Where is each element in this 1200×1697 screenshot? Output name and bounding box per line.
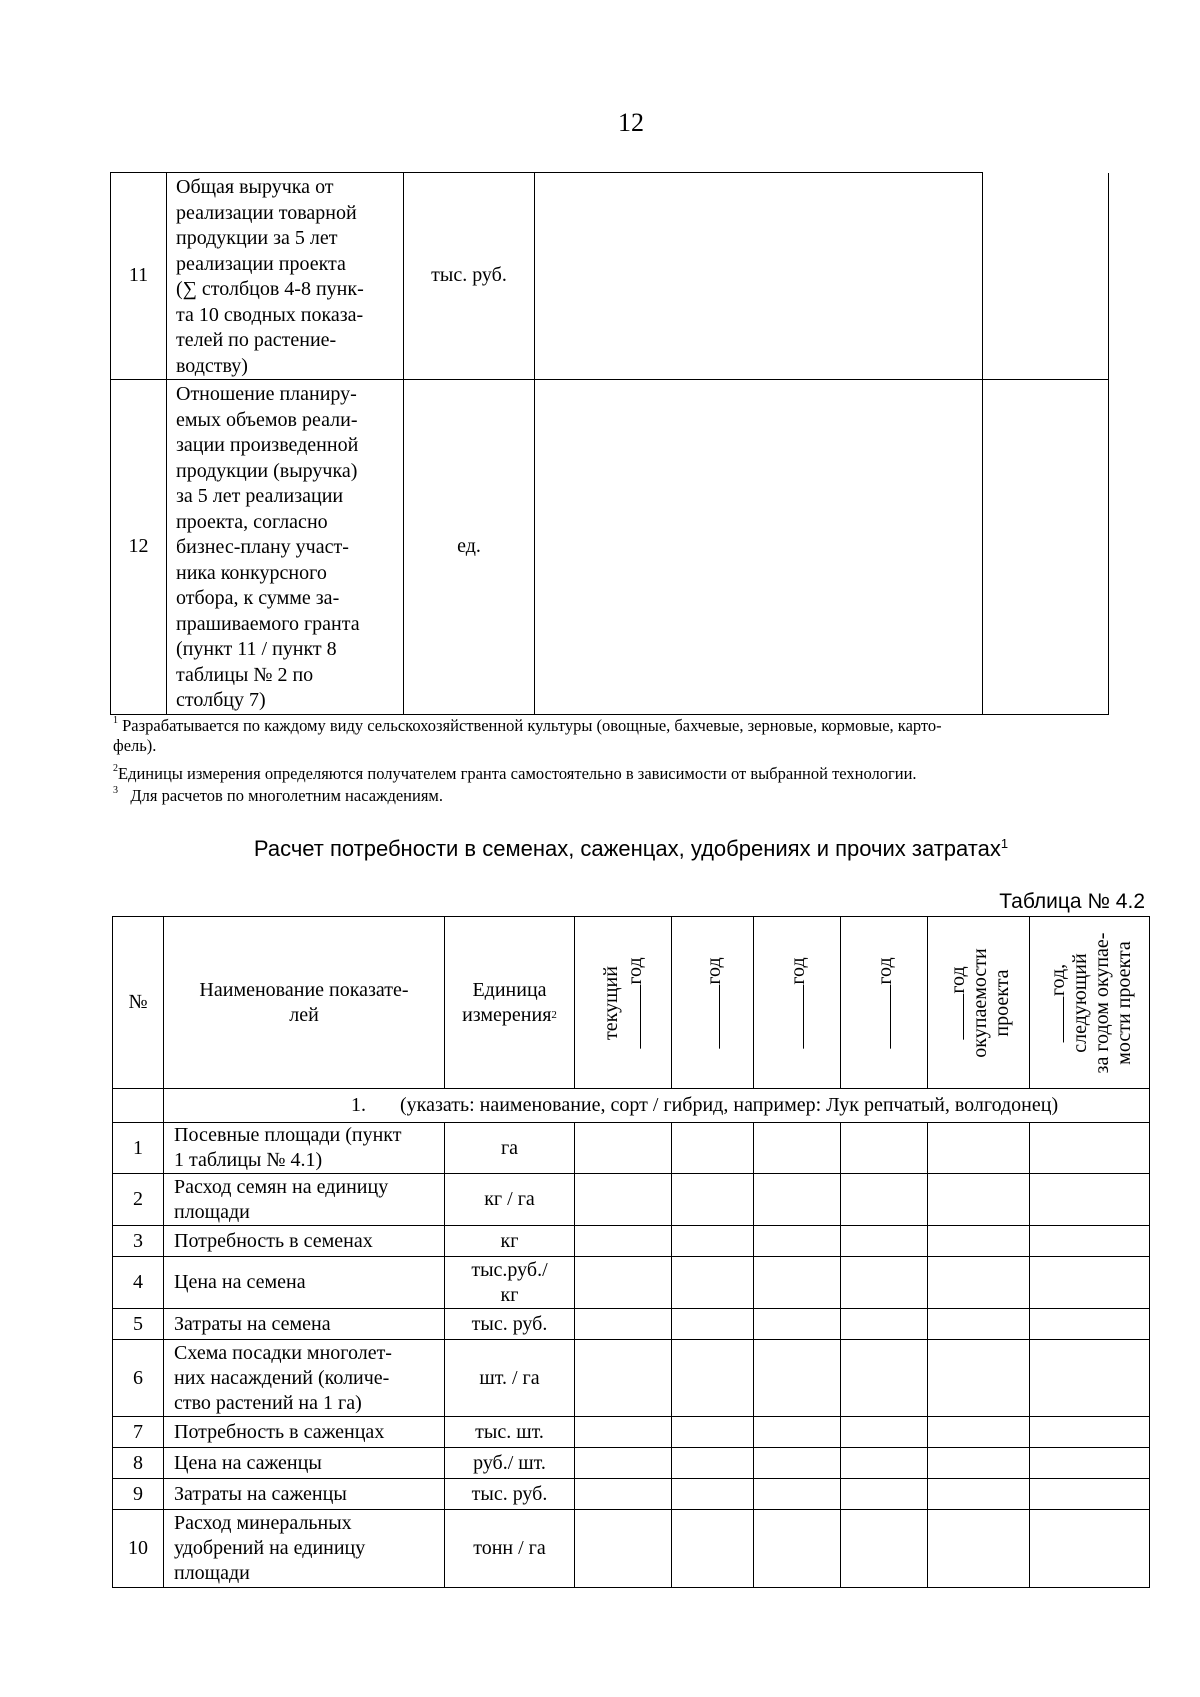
value-cell[interactable] xyxy=(928,1309,1030,1340)
value-cell[interactable] xyxy=(575,1479,672,1510)
table-row xyxy=(113,1417,1150,1448)
value-cell[interactable] xyxy=(672,1226,754,1257)
value-cell[interactable] xyxy=(672,1309,754,1340)
row-name: Затраты на семена xyxy=(164,1309,445,1340)
footnote-3: $^3$ Для расчетов по многолетним насаждениям. xyxy=(113,785,443,805)
header-year-4: год xyxy=(841,917,928,1089)
header-year-3: год xyxy=(754,917,841,1089)
row-description: Общая выручка от реализации товарной продукции за 5 лет реализации проекта (∑ столбцов 4-8 пунк- та 10 сводных показа- телей по растение- водству) xyxy=(167,173,404,380)
value-cell[interactable] xyxy=(575,1448,672,1479)
value-cell[interactable] xyxy=(1030,1174,1150,1226)
row-name: Расход семян на единицу площади xyxy=(164,1174,445,1226)
value-cell[interactable] xyxy=(754,1510,841,1588)
value-cell[interactable] xyxy=(575,1226,672,1257)
value-cell[interactable] xyxy=(841,1123,928,1174)
value-cell[interactable] xyxy=(841,1340,928,1417)
value-cell[interactable] xyxy=(841,1448,928,1479)
header-num: № xyxy=(113,917,164,1089)
header-name: Наименование показате- лей xyxy=(164,917,445,1089)
value-cell[interactable] xyxy=(754,1257,841,1309)
value-cell[interactable] xyxy=(754,1479,841,1510)
value-cell[interactable] xyxy=(1030,1340,1150,1417)
value-cell[interactable] xyxy=(841,1417,928,1448)
page-number: 12 xyxy=(618,108,644,137)
value-cell[interactable] xyxy=(841,1309,928,1340)
value-cell[interactable] xyxy=(928,1123,1030,1174)
row-unit: тыс. руб. xyxy=(445,1309,575,1340)
empty-cell xyxy=(983,173,1109,380)
row-name: Потребность в саженцах xyxy=(164,1417,445,1448)
row-unit: кг xyxy=(445,1226,575,1257)
value-cell[interactable] xyxy=(672,1510,754,1588)
value-cell[interactable] xyxy=(1030,1123,1150,1174)
value-cell[interactable] xyxy=(754,1340,841,1417)
row-number: 10 xyxy=(113,1510,164,1588)
value-cell[interactable] xyxy=(575,1257,672,1309)
value-cell[interactable] xyxy=(575,1174,672,1226)
value-cell[interactable] xyxy=(672,1340,754,1417)
row-number: 5 xyxy=(113,1309,164,1340)
empty-cell xyxy=(983,380,1109,715)
table-row xyxy=(111,380,1109,715)
row-number: 7 xyxy=(113,1417,164,1448)
value-cell[interactable] xyxy=(841,1479,928,1510)
empty-cell xyxy=(113,1089,164,1123)
table-row xyxy=(113,1226,1150,1257)
value-cell[interactable] xyxy=(928,1510,1030,1588)
header-next-year: год, следующий за годом окупае- мости проекта xyxy=(1030,917,1150,1089)
row-name: Цена на саженцы xyxy=(164,1448,445,1479)
value-cell[interactable] xyxy=(575,1417,672,1448)
section-row xyxy=(113,1089,1150,1123)
value-cell[interactable] xyxy=(928,1417,1030,1448)
value-cell[interactable] xyxy=(928,1479,1030,1510)
value-cell[interactable] xyxy=(754,1174,841,1226)
table-row xyxy=(113,1448,1150,1479)
row-number: 1 xyxy=(113,1123,164,1174)
value-cell[interactable] xyxy=(672,1257,754,1309)
header-current-year: текущий год xyxy=(575,917,672,1089)
value-cell[interactable] xyxy=(1030,1448,1150,1479)
header-year-2: год xyxy=(672,917,754,1089)
footnote-2: $^2$Единицы измерения определяются получателем гранта самостоятельно в зависимости от выбранной технологии. xyxy=(113,763,917,783)
row-number: 6 xyxy=(113,1340,164,1417)
row-unit: га xyxy=(445,1123,575,1174)
row-number: 4 xyxy=(113,1257,164,1309)
table-row xyxy=(113,1510,1150,1588)
value-cell[interactable] xyxy=(1030,1257,1150,1309)
row-unit: тыс. руб. xyxy=(445,1479,575,1510)
row-name: Расход минеральных удобрений на единицу площади xyxy=(164,1510,445,1588)
row-unit: кг / га xyxy=(445,1174,575,1226)
value-cell[interactable] xyxy=(754,1417,841,1448)
seeds-fertilizer-table xyxy=(112,916,1150,1588)
value-cell[interactable] xyxy=(928,1257,1030,1309)
table-row xyxy=(113,1479,1150,1510)
row-unit: тыс. шт. xyxy=(445,1417,575,1448)
table-title: Расчет потребности в семенах, саженцах, удобрениях и прочих затратах$^1$ xyxy=(253,836,1009,861)
row-unit: шт. / га xyxy=(445,1340,575,1417)
summary-table-continuation xyxy=(110,172,1109,715)
footnote-1: $^1$ Разрабатывается по каждому виду сельскохозяйственной культуры (овощные, бахчевые, зерновые, кормовые, карто- фель). xyxy=(113,715,942,755)
table-number: Таблица № 4.2 xyxy=(999,890,1145,913)
row-unit: тонн / га xyxy=(445,1510,575,1588)
section-label: 1. (указать: наименование, сорт / гибрид, например: Лук репчатый, волгодонец) xyxy=(164,1089,1150,1123)
row-name: Потребность в семенах xyxy=(164,1226,445,1257)
table-row xyxy=(113,1174,1150,1226)
row-number: 11 xyxy=(111,173,167,380)
row-name: Посевные площади (пункт 1 таблицы № 4.1) xyxy=(164,1123,445,1174)
row-number: 9 xyxy=(113,1479,164,1510)
table-row xyxy=(111,173,1109,380)
value-cell[interactable] xyxy=(841,1174,928,1226)
value-cell[interactable] xyxy=(928,1340,1030,1417)
value-cell[interactable] xyxy=(575,1309,672,1340)
value-cell[interactable] xyxy=(754,1448,841,1479)
value-cell[interactable] xyxy=(575,1123,672,1174)
value-cell[interactable] xyxy=(928,1226,1030,1257)
value-cell[interactable] xyxy=(1030,1510,1150,1588)
value-cell[interactable] xyxy=(672,1448,754,1479)
value-cell[interactable] xyxy=(672,1123,754,1174)
value-cell[interactable] xyxy=(1030,1309,1150,1340)
value-cell[interactable] xyxy=(1030,1226,1150,1257)
value-cell[interactable] xyxy=(1030,1479,1150,1510)
row-number: 8 xyxy=(113,1448,164,1479)
value-cell[interactable] xyxy=(575,1340,672,1417)
value-cell[interactable] xyxy=(754,1123,841,1174)
value-cell[interactable] xyxy=(841,1226,928,1257)
value-cell[interactable] xyxy=(672,1174,754,1226)
value-cell[interactable] xyxy=(575,1510,672,1588)
empty-cell xyxy=(535,380,983,715)
row-unit: тыс.руб./ кг xyxy=(445,1257,575,1309)
value-cell[interactable] xyxy=(672,1479,754,1510)
value-cell[interactable] xyxy=(754,1309,841,1340)
row-unit: ед. xyxy=(404,380,535,715)
value-cell[interactable] xyxy=(841,1257,928,1309)
row-name: Цена на семена xyxy=(164,1257,445,1309)
header-unit: Единица измерения$^2$ xyxy=(445,917,575,1089)
row-unit: тыс. руб. xyxy=(404,173,535,380)
table-row xyxy=(113,1340,1150,1417)
table-row xyxy=(113,1123,1150,1174)
row-number: 2 xyxy=(113,1174,164,1226)
row-number: 12 xyxy=(111,380,167,715)
value-cell[interactable] xyxy=(672,1417,754,1448)
value-cell[interactable] xyxy=(928,1448,1030,1479)
row-name: Затраты на саженцы xyxy=(164,1479,445,1510)
empty-cell xyxy=(535,173,983,380)
value-cell[interactable] xyxy=(1030,1417,1150,1448)
table-row xyxy=(113,1309,1150,1340)
header-payback-year: год окупаемости проекта xyxy=(928,917,1030,1089)
header-row xyxy=(113,917,1150,1089)
row-description: Отношение планиру- емых объемов реали- зации произведенной продукции (выручка) за 5 лет реализации проекта, согласно бизнес-плану участ- ника конкурсного отбора, к сумме за- прашиваемого гранта (пункт 11 / пункт 8 таблицы № 2 по столбцу 7) xyxy=(167,380,404,715)
table-row xyxy=(113,1257,1150,1309)
row-unit: руб./ шт. xyxy=(445,1448,575,1479)
value-cell[interactable] xyxy=(928,1174,1030,1226)
row-name: Схема посадки многолет- них насаждений (количе- ство растений на 1 га) xyxy=(164,1340,445,1417)
value-cell[interactable] xyxy=(754,1226,841,1257)
row-number: 3 xyxy=(113,1226,164,1257)
value-cell[interactable] xyxy=(841,1510,928,1588)
